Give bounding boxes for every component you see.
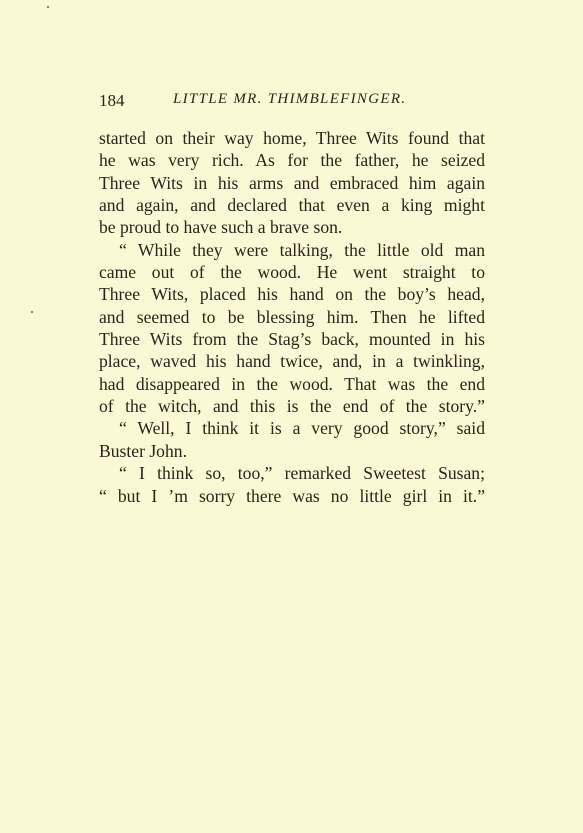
text-line: be proud to have such a brave son. <box>99 217 343 238</box>
paper-speck <box>31 311 33 313</box>
body-text <box>99 127 485 507</box>
page-header <box>99 91 489 115</box>
text-line: “ Well, I think it is a very good story,” said <box>119 418 485 439</box>
text-line: place, waved his hand twice, and, in a twinkling, <box>99 351 485 372</box>
text-line: Buster John. <box>99 440 187 461</box>
text-line: started on their way home, Three Wits found that <box>99 128 485 148</box>
running-title: LITTLE MR. THIMBLEFINGER. <box>173 91 407 107</box>
text-line: “ I think so, too,” remarked Sweetest Susan; <box>119 463 485 484</box>
page-number: 184 <box>99 91 125 110</box>
paragraph <box>99 127 485 239</box>
text-line: “ but I ’m sorry there was no little girl in it.” <box>99 485 485 506</box>
text-line: “ While they were talking, the little old man <box>119 239 485 260</box>
text-line: had disappeared in the wood. That was the end <box>99 373 485 394</box>
text-line: Three Wits from the Stag’s back, mounted in his <box>99 329 485 350</box>
paragraph <box>99 239 485 418</box>
text-line: Three Wits in his arms and embraced him again <box>99 172 485 193</box>
paragraph <box>99 462 485 507</box>
text-line: Three Wits, placed his hand on the boy’s head, <box>99 284 485 305</box>
text-line: he was very rich. As for the father, he seized <box>99 150 485 171</box>
paragraph <box>99 417 485 462</box>
paper-speck <box>47 6 49 8</box>
text-line: and again, and declared that even a king might <box>99 195 485 216</box>
text-line: and seemed to be blessing him. Then he lifted <box>99 306 485 327</box>
text-line: of the witch, and this is the end of the story.” <box>99 396 485 417</box>
text-line: came out of the wood. He went straight to <box>99 262 485 283</box>
